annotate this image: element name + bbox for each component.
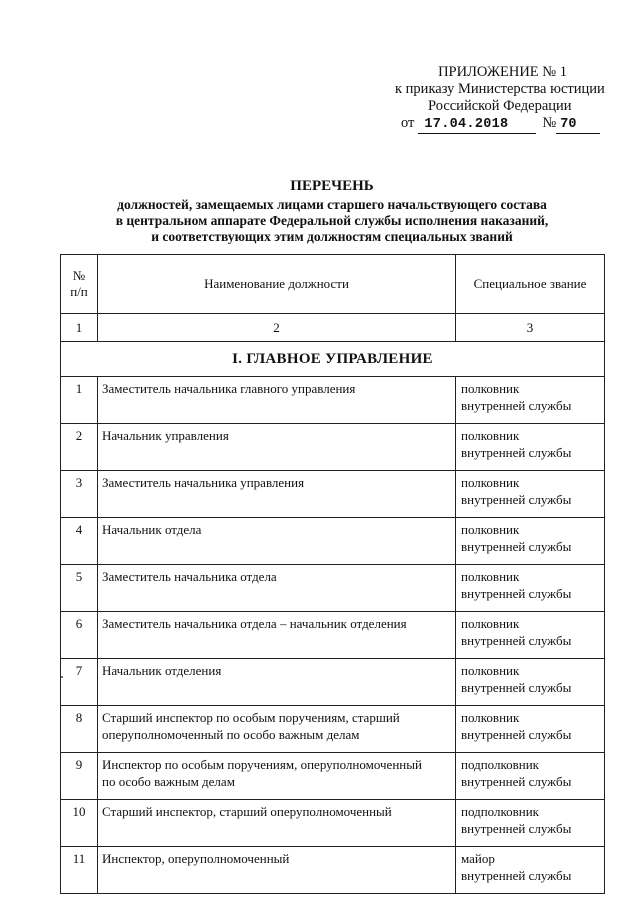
row-rank-line: внутренней службы [461, 680, 572, 695]
row-position-line: Начальник отделения [102, 663, 222, 678]
table-row [61, 659, 605, 706]
row-rank-line: внутренней службы [461, 727, 572, 742]
row-position-line: Начальник управления [102, 428, 229, 443]
row-rank-line: внутренней службы [461, 821, 572, 836]
row-position [98, 659, 456, 706]
row-rank [456, 753, 605, 800]
annex-date-field [418, 115, 536, 134]
row-rank-line: внутренней службы [461, 492, 572, 507]
row-rank-line: внутренней службы [461, 539, 572, 554]
row-number: 8 [61, 706, 98, 753]
row-rank-line: полковник [461, 616, 520, 631]
row-rank-line: внутренней службы [461, 586, 572, 601]
row-position-line: Заместитель начальника отдела – начальник отделения [102, 616, 407, 631]
row-rank-line: полковник [461, 663, 520, 678]
row-rank [456, 800, 605, 847]
row-rank [456, 847, 605, 894]
annex-country-line: Российской Федерации [428, 98, 572, 114]
row-rank-line: полковник [461, 569, 520, 584]
row-position-line: Заместитель начальника главного управления [102, 381, 356, 396]
row-position [98, 518, 456, 565]
column-number-2: 2 [98, 314, 456, 342]
annex-date: 17.04.2018 [424, 117, 509, 132]
document-subtitle-line-2: в центральном аппарате Федеральной службы исполнения наказаний, [115, 213, 549, 228]
row-rank [456, 424, 605, 471]
row-rank [456, 565, 605, 612]
row-rank-line: подполковник [461, 757, 539, 772]
table-body [61, 377, 605, 894]
row-rank [456, 471, 605, 518]
table-header-row [61, 255, 605, 314]
positions-table [60, 254, 605, 894]
table-row [61, 377, 605, 424]
row-position-line: по особо важным делам [102, 774, 235, 789]
row-rank-line: подполковник [461, 804, 539, 819]
header-position: Наименование должности [98, 255, 456, 314]
row-rank-line: полковник [461, 475, 520, 490]
row-rank-line: внутренней службы [461, 398, 572, 413]
row-rank [456, 706, 605, 753]
table-row [61, 753, 605, 800]
row-number: 9 [61, 753, 98, 800]
row-rank-line: майор [461, 851, 495, 866]
table-row [61, 424, 605, 471]
table-row [61, 847, 605, 894]
row-rank-line: полковник [461, 381, 520, 396]
annex-title: ПРИЛОЖЕНИЕ № 1 [438, 64, 567, 80]
row-position [98, 471, 456, 518]
row-rank-line: внутренней службы [461, 445, 572, 460]
row-rank-line: внутренней службы [461, 633, 572, 648]
section-title: I. ГЛАВНОЕ УПРАВЛЕНИЕ [61, 342, 605, 377]
row-position-line: Инспектор, оперуполномоченный [102, 851, 290, 866]
row-position-line: Старший инспектор по особым поручениям, старший [102, 710, 400, 725]
row-position [98, 706, 456, 753]
document-title [60, 177, 604, 245]
header-number-line-2: п/п [70, 284, 88, 299]
row-position-line: оперуполномоченный по особо важным делам [102, 727, 360, 742]
row-rank [456, 377, 605, 424]
row-position [98, 847, 456, 894]
annex-date-prefix: от [401, 115, 415, 131]
annex-number: 70 [556, 116, 600, 134]
table-row [61, 565, 605, 612]
row-number: 3 [61, 471, 98, 518]
row-rank-line: полковник [461, 428, 520, 443]
annex-order-line: к приказу Министерства юстиции [395, 81, 605, 97]
row-position [98, 377, 456, 424]
annex-number-label: № [542, 115, 557, 131]
row-rank [456, 518, 605, 565]
row-number: 7 [61, 659, 98, 706]
annex-header [395, 64, 605, 134]
table-row [61, 612, 605, 659]
row-number: 10 [61, 800, 98, 847]
row-number: 6 [61, 612, 98, 659]
row-position [98, 424, 456, 471]
row-number: 1 [61, 377, 98, 424]
row-position [98, 753, 456, 800]
row-position [98, 800, 456, 847]
row-position-line: Заместитель начальника управления [102, 475, 305, 490]
section-row [61, 342, 605, 377]
row-position-line: Начальник отдела [102, 522, 202, 537]
column-number-3: 3 [456, 314, 605, 342]
column-numbers-row [61, 314, 605, 342]
row-rank-line: внутренней службы [461, 868, 572, 883]
column-number-1: 1 [61, 314, 98, 342]
annex-date-number [401, 115, 605, 134]
table-row [61, 471, 605, 518]
header-number [61, 255, 98, 314]
table-row [61, 800, 605, 847]
row-number: 4 [61, 518, 98, 565]
row-rank-line: полковник [461, 522, 520, 537]
table-row [61, 518, 605, 565]
row-position-line: Инспектор по особым поручениям, оперуполномоченный [102, 757, 422, 772]
row-rank-line: внутренней службы [461, 774, 572, 789]
row-rank-line: полковник [461, 710, 520, 725]
document-heading: ПЕРЕЧЕНЬ [290, 178, 374, 194]
row-position-line: Заместитель начальника отдела [102, 569, 277, 584]
header-number-line-1: № [72, 268, 86, 283]
row-rank [456, 659, 605, 706]
row-position [98, 612, 456, 659]
document-subtitle-line-1: должностей, замещаемых лицами старшего начальствующего состава [117, 197, 547, 212]
table-row [61, 706, 605, 753]
row-position [98, 565, 456, 612]
row-position-line: Старший инспектор, старший оперуполномоченный [102, 804, 392, 819]
header-rank: Специальное звание [456, 255, 605, 314]
document-subtitle-line-3: и соответствующих этим должностям специальных званий [151, 229, 513, 244]
row-rank [456, 612, 605, 659]
row-number: 11 [61, 847, 98, 894]
row-number: 5 [61, 565, 98, 612]
row-number: 2 [61, 424, 98, 471]
